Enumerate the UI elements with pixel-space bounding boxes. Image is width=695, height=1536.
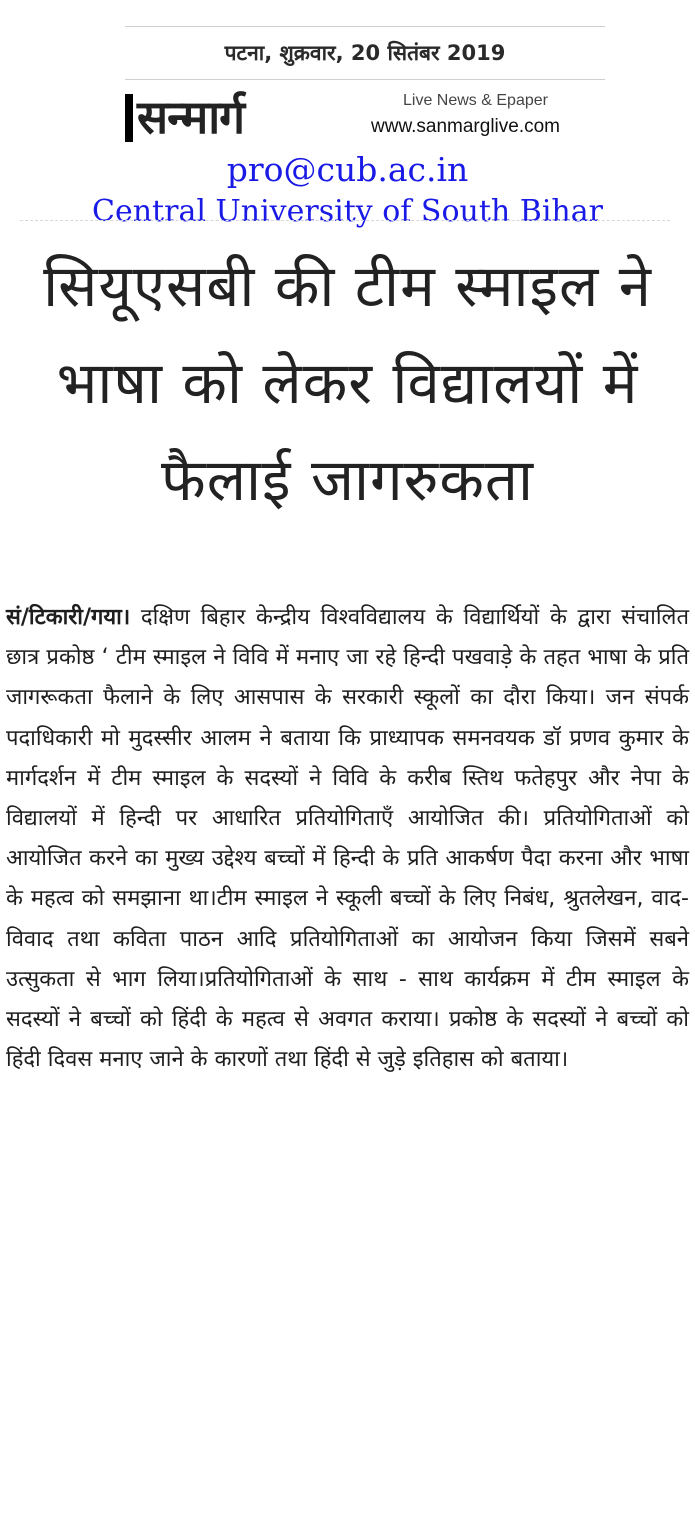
article-body	[6, 598, 689, 1080]
brand-edge-mark	[125, 94, 133, 142]
newspaper-masthead	[125, 18, 605, 148]
divider	[20, 220, 670, 221]
brand-tagline: Live News & Epaper	[403, 92, 548, 109]
brand-bar	[125, 88, 605, 152]
article-headline: सियूएसबी की टीम स्माइल ने भाषा को लेकर विद्यालयों में फैलाई जागरुकता	[43, 252, 652, 514]
contact-organization: Central University of South Bihar	[92, 194, 603, 229]
contact-email: pro@cub.ac.in	[226, 150, 469, 189]
dateline: पटना, शुक्रवार, 20 सितंबर 2019	[125, 26, 605, 80]
article-text: दक्षिण बिहार केन्द्रीय विश्वविद्यालय के विद्यार्थियों के द्वारा संचालित छात्र प्रकोष्ठ ‘ टीम स्माइल ने विवि में मनाए जा रहे हिन्दी पखवाड़े के तहत भाषा के प्रति जागरूकता फैलाने के लिए आसपास के सरकारी स्कूलों का दौरा किया। जन संपर्क पदाधिकारी मो मुदस्सीर आलम ने बताया कि प्राध्यापक समनवयक डॉ प्रणव कुमार के मार्गदर्शन में टीम स्माइल के सदस्यों ने विवि के करीब स्तिथ फतेहपुर और नेपा के विद्यालयों में हिन्दी पर आधारित प्रतियोगिताएँ आयोजित की। प्रतियोगिताओं को आयोजित करने का मुख्य उद्देश्य बच्चों में हिन्दी के प्रति आकर्षण पैदा करना और भाषा के महत्व को समझाना था।टीम स्माइल ने स्कूली बच्चों के लिए निबंध, श्रुतलेखन, वाद-विवाद तथा कविता पाठन आदि प्रतियोगिताओं का आयोजन किया जिसमें सबने उत्सुकता से भाग लिया।प्रतियोगिताओं के साथ - साथ कार्यक्रम में टीम स्माइल के सदस्यों ने बच्चों को हिंदी के महत्व से अवगत कराया। प्रकोष्ठ के सदस्यों ने बच्चों को हिंदी दिवस मनाए जाने के कारणों तथा हिंदी से जुड़े इतिहास को बताया।	[6, 605, 689, 1073]
newspaper-logo: सन्मार्ग	[137, 90, 245, 144]
brand-website: www.sanmarglive.com	[371, 116, 560, 137]
article-byline: सं/टिकारी/गया।	[6, 605, 131, 630]
